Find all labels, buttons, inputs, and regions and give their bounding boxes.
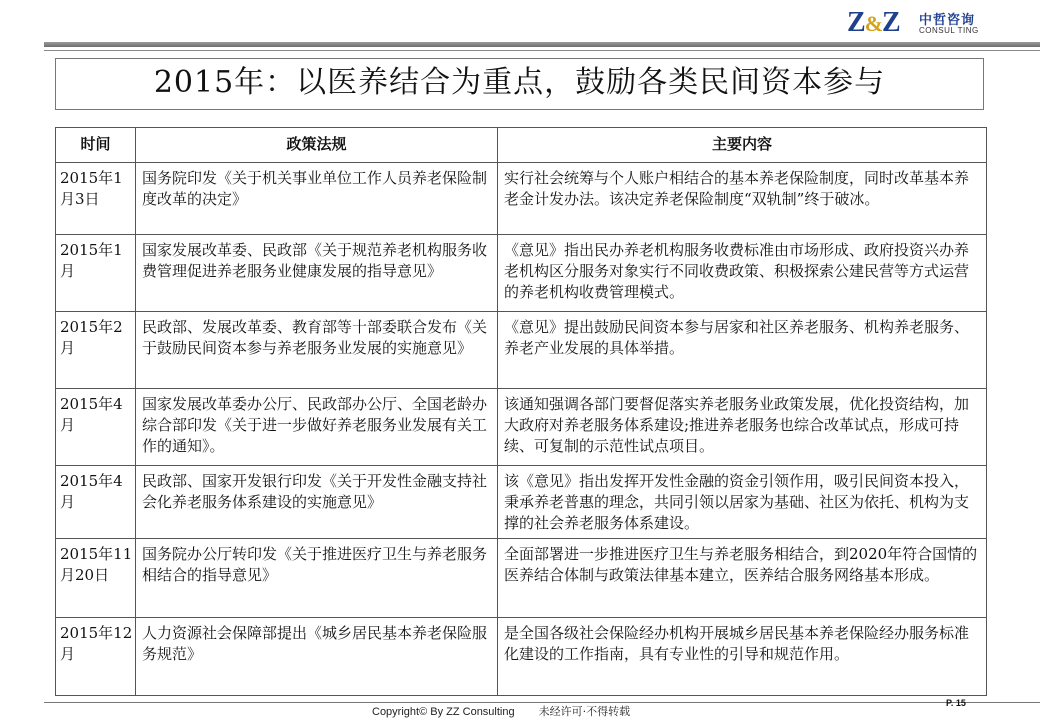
slide-title: 2015年：以医养结合为重点，鼓励各类民间资本参与 [55,58,984,110]
cell-time: 2015年1月3日 [56,163,136,235]
cell-policy: 国务院印发《关于机关事业单位工作人员养老保险制度改革的决定》 [136,163,498,235]
no-reprint-notice: 未经许可·不得转载 [538,705,631,718]
cell-time: 2015年4月 [56,389,136,466]
company-logo [847,6,1037,40]
cell-policy: 国家发展改革委办公厅、民政部办公厅、全国老龄办综合部印发《关于进一步做好养老服务业发展有关工作的通知》。 [136,389,498,466]
cell-time: 2015年11月20日 [56,539,136,618]
table-header-row [56,128,987,163]
cell-content: 是全国各级社会保险经办机构开展城乡居民基本养老保险经办服务标准化建设的工作指南，具有专业性的引导和规范作用。 [498,618,987,696]
table-row [56,539,987,618]
cell-policy: 民政部、发展改革委、教育部等十部委联合发布《关于鼓励民间资本参与养老服务业发展的实施意见》 [136,312,498,389]
cell-time: 2015年1月 [56,235,136,312]
cell-time: 2015年12月 [56,618,136,696]
table-row [56,389,987,466]
page-number: P. 15 [946,698,966,708]
logo-mark: Z&Z [847,7,900,38]
logo-name-en: CONSUL TING [919,26,979,35]
table-row [56,618,987,696]
cell-content: 全面部署进一步推进医疗卫生与养老服务相结合，到2020年符合国情的医养结合体制与政策法律基本建立，医养结合服务网络基本形成。 [498,539,987,618]
header-divider [44,50,1040,51]
cell-content: 《意见》指出民办养老机构服务收费标准由市场形成、政府投资兴办养老机构区分服务对象实行不同收费政策、积极探索公建民营等方式运营的养老机构收费管理模式。 [498,235,987,312]
logo-name-cn: 中哲咨询 [919,13,976,28]
cell-content: 该《意见》指出发挥开发性金融的资金引领作用，吸引民间资本投入，秉承养老普惠的理念，共同引领以居家为基础、社区为依托、机构为支撑的社会养老服务体系建设。 [498,466,987,539]
cell-policy: 国务院办公厅转印发《关于推进医疗卫生与养老服务相结合的指导意见》 [136,539,498,618]
policy-table [55,127,987,696]
column-header-time: 时间 [56,128,136,163]
header-bar [44,42,1040,47]
cell-content: 《意见》提出鼓励民间资本参与居家和社区养老服务、机构养老服务、养老产业发展的具体举措。 [498,312,987,389]
cell-policy: 民政部、国家开发银行印发《关于开发性金融支持社会化养老服务体系建设的实施意见》 [136,466,498,539]
column-header-policy: 政策法规 [136,128,498,163]
cell-content: 该通知强调各部门要督促落实养老服务业政策发展，优化投资结构，加大政府对养老服务体系建设;推进养老服务也综合改革试点，形成可持续、可复制的示范性试点项目。 [498,389,987,466]
cell-policy: 国家发展改革委、民政部《关于规范养老机构服务收费管理促进养老服务业健康发展的指导意见》 [136,235,498,312]
column-header-content: 主要内容 [498,128,987,163]
cell-policy: 人力资源社会保障部提出《城乡居民基本养老保险服务规范》 [136,618,498,696]
table-row [56,466,987,539]
table-row [56,235,987,312]
cell-time: 2015年2月 [56,312,136,389]
copyright-text: Copyright© By ZZ Consulting [372,706,515,718]
table-row [56,163,987,235]
footer-copyright [372,703,630,719]
cell-time: 2015年4月 [56,466,136,539]
cell-content: 实行社会统筹与个人账户相结合的基本养老保险制度，同时改革基本养老金计发办法。该决定养老保险制度“双轨制”终于破冰。 [498,163,987,235]
table-row [56,312,987,389]
